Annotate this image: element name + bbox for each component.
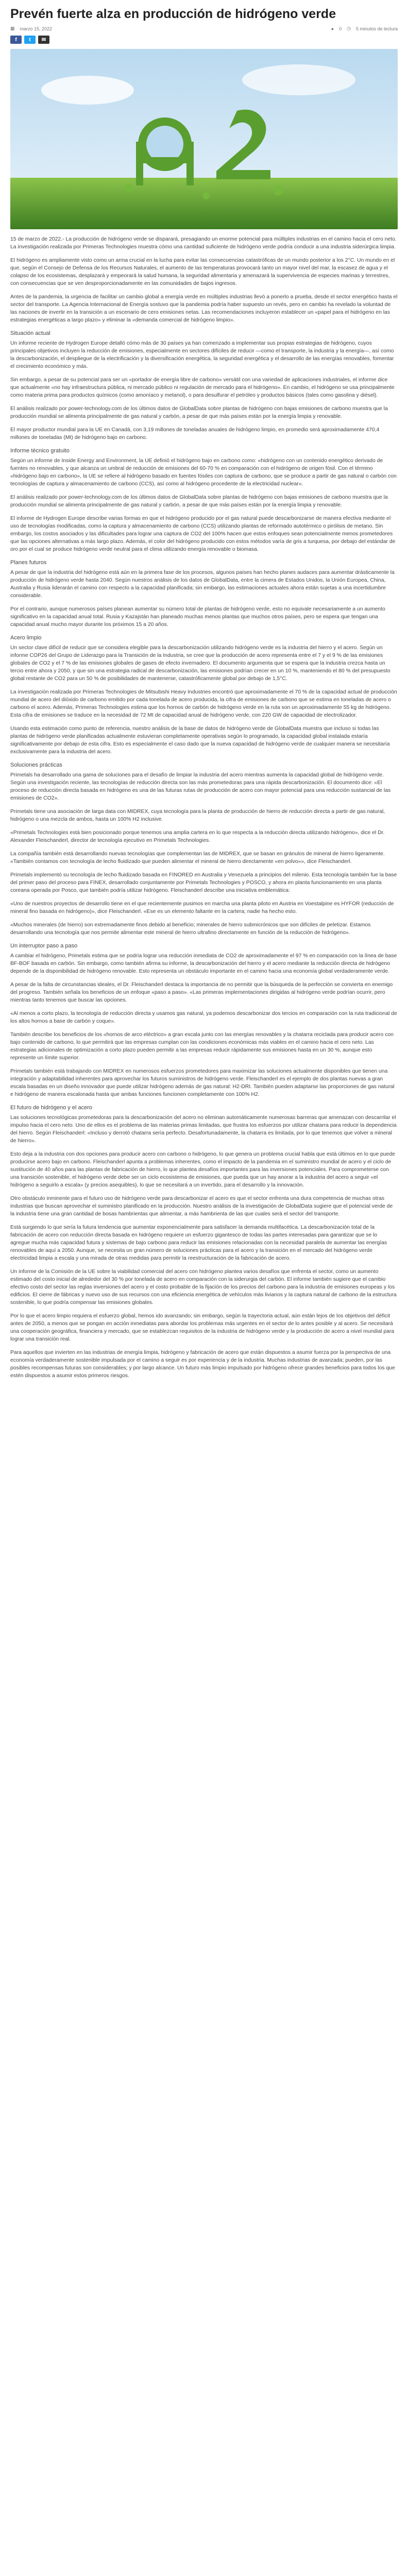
article-title: Prevén fuerte alza en producción de hidrógeno verde xyxy=(10,7,336,21)
body-paragraph: El informe de Hydrogen Europe describe varias formas en que el hidrógeno producido por el gas natural puede descarbonizarse de manera efectiva mediante el uso de tecnologías modificadas, como la captura y almacenamiento de carbono (CCS) utilizando plantas de reformado autotérmico o pirólisis de metano. Sin embargo, los costos asociados y las dificultades para lograr una captura de CO2 del 100% hacen que estos enfoques sean potencialmente menos prometedores que las opciones alternativas a más largo plazo. Además, el color del hidrógeno producido con estos métodos varía de gris a turquesa, por debajo del estándar de oro por el cual se produce hidrógeno verde neutral para el clima utilizando energía renovable o biomasa. xyxy=(10,516,396,552)
body-paragraph: También describe los beneficios de los «hornos de arco eléctrico» a gran escala junto con las energías renovables y la chatarra reciclada para producir acero con bajo contenido de carbono, lo que permitirá que las empresas cumplan con las condiciones económicas más viables en el camino hacia el cero neto. Las estrategias adicionales de optimización a corto plazo pueden permitir a las empresas reducir rápidamente sus emisiones hasta en un 30 %, aunque esto represente un límite superior. xyxy=(10,1032,394,1061)
body-paragraph: Por lo que el acero limpio requiera el esfuerzo global, hemos ido avanzando; sin embargo, según la trayectoria actual, aún están lejos de los objetivos del déficit antes de 2050, a menos que se pongan en acción inmediatas para abordar los problemas más urgentes en el sector de lo antes posible y al acero. Se necesitará una cooperación geográfica, financiera y mercado, que se establezcan requisitos de la industria de hidrógeno verde y la producción de acero a nivel mundial para lograr una transición real. xyxy=(10,1313,395,1342)
section-heading: Situación actual xyxy=(10,330,50,336)
twitter-share-button[interactable]: t xyxy=(24,36,36,44)
comment-icon[interactable]: ● xyxy=(331,26,334,31)
body-paragraph: «Primetals Technologies está bien posicionado porque tenemos una amplia cartera en lo que respecta a la reducción directa utilizando hidrógeno», dice el Dr. Alexander Fleischanderl, director de tecnología ejecutivo en Primetals Technologies. xyxy=(10,830,385,843)
body-paragraph: Las soluciones tecnológicas prometedoras para la descarbonización del acero no eliminan automáticamente numerosas barreras que amenazan con descarrilar el impulso hacia el cero neto. Uno de ellos es el problema de las materias primas limitadas, que frustra los esfuerzos por utilizar chatarra para reducir la dependencia del hierro. Según Fleischanderl: «Incluso y derrotó chatarra sería perfecto. Desafortunadamente, la chatarra es limitada, por lo que tenemos que volver a mineral de hierro». xyxy=(10,1115,397,1144)
body-paragraph: La compañía también está desarrollando nuevas tecnologías que complementan las de MIDREX, que se basan en gránulos de mineral de hierro ligeramente. «También contamos con tecnología de lecho fluidizado que pueden alimentar el mineral de hierro directamente «en polvo»», dice Fleischanderl. xyxy=(10,851,385,865)
body-paragraph: El análisis realizado por power-technology.com de los últimos datos de GlobalData sobre plantas de hidrógeno con bajas emisiones de carbono muestra que la producción mundial se alimenta principalmente de gas natural y carbón, a pesar de que más países están por la energía limpia y renovable. xyxy=(10,495,388,508)
body-paragraph: Por el contrario, aunque numerosos países planean aumentar su número total de plantas de hidrógeno verde, esto no equivale necesariamente a un aumento significativo en la capacidad anual total. Rusia y Kazajstán han planeado muchas menos plantas que muchos otros países, pero se espera que tengan una capacidad anual mucho mayor durante los próximos 15 a 20 años. xyxy=(10,606,385,628)
calendar-icon: ▦ xyxy=(10,26,15,31)
body-paragraph: Primetals tiene una asociación de larga data con MIDREX, cuya tecnología para la planta de producción de hierro de reducción directa a partir de gas natural, hidrógeno o una mezcla de ambos, hasta un 100% H2 inclusive. xyxy=(10,809,385,822)
body-paragraph: Usando esta estimación como punto de referencia, nuestro análisis de la base de datos de hidrógeno verde de GlobalData muestra que incluso si todas las plantas de hidrógeno verde planificadas actualmente estuvieran completamente operativas según lo programado, la capacidad global instalada estaría significativamente por debajo de esta cifra. Esto es especialmente el caso dado que la nueva capacidad de hidrógeno verde de cualquier manera se necesitaría exclusivamente para la industria del acero. xyxy=(10,726,390,755)
section-heading: Un interruptor paso a paso xyxy=(10,943,78,949)
body-paragraph: El análisis realizado por power-technology.com de los últimos datos de GlobalData sobre plantas de hidrógeno con bajas emisiones de carbono muestra que la producción mundial se alimenta principalmente de gas natural y carbón, a pesar de que más países están por la energía limpia y renovable. xyxy=(10,406,388,419)
intro-paragraph: El hidrógeno es ampliamente visto como un arma crucial en la lucha para evitar las consecuencias catastróficas de un mundo posterior a los 2°C. Un mundo en el que, según el Consejo de Defensa de los Recursos Naturales, el aumento de las temperaturas provocará tanto un mayor nivel del mar, la escasez de agua y el colapso de los ecosistemas, desplazará y empeorará la salud humana, la seguridad alimentaria y amenazará la supervivencia de especies marinas y terrestres, con consecuencias que se ven desproporcionadamente en las comunidades de bajos ingresos. xyxy=(10,258,395,286)
body-paragraph: Un informe reciente de Hydrogen Europe detalló cómo más de 30 países ya han comenzado a implementar sus propias estrategias de hidrógeno, cuyos principales objetivos incluyen la reducción de emisiones, especialmente en sectores difíciles de reducir —como el transporte, la industria y la energía—, así como la descarbonización, el despliegue de la electrificación y la diversificación energética, la seguridad energética y el desarrollo de las energías renovables, fomentar el crecimiento económico y más. xyxy=(10,341,394,369)
section-heading: Soluciones prácticas xyxy=(10,762,62,768)
hero-image xyxy=(10,49,398,229)
body-paragraph: Primetals también está trabajando con MIDREX en numerosos esfuerzos prometedores para maximizar las soluciones actualmente disponibles que tienen una integración y adaptabilidad inherentes para aprovechar los futuros suministros de hidrógeno verde. Fleischanderl es el ejemplo de dos plantas nuevas a gran escala basadas en un diseño innovador que puede utilizar hidrógeno además de gas natural: H2-DRI. También pueden adaptarse las proporciones de gas natural e hidrógeno de manera escalonada hasta que ambas funciones funcionen completamente con 100% H2. xyxy=(10,1069,395,1097)
body-paragraph: Otro obstáculo inminente para el futuro uso de hidrógeno verde para descarbonizar el acero es que el sector enfrenta una dura competencia de muchas otras industrias que buscan aprovechar el suministro planificado en la producción. Nuestro análisis de la investigación de GlobalData sugiere que el potencial verde de la industria tiene una gran cantidad de bosas hambrientas que alimentar, a más hambrienta de las que cuales será el sector del transporte. xyxy=(10,1196,393,1217)
body-paragraph: Primetals implementó su tecnología de lecho fluidizado basada en FINORED en Australia y Venezuela a principios del milenio. Esta tecnología también fue la base del primer paso del proceso para FINEX, desarrollado conjuntamente por Primetals Technologies y POSCO, y ahora en planta funcionamiento en una planta coreana operada por Posco, que también podría utilizar hidrógeno. Fleischanderl describe una iniciativa emblemática: xyxy=(10,872,397,893)
body-paragraph: Para aquellos que invierten en las industrias de energía limpia, hidrógeno y fabricación de acero que están dispuestos a asumir fuerza por la perspectiva de una economía verdaderamente sostenible impulsada por el camino a seguir es por experiencia y de la industria. Muchas industrias de avanzada; pueden, por las posibles recompensas futuras son considerables; y por largo alcance. Un futuro más limpio impulsado por hidrógeno ofrece grandes beneficios para todos los que estén dispuestos a asumir estos primeros riesgos. xyxy=(10,1350,395,1379)
body-paragraph: A pesar de la falta de circunstancias ideales, el Dr. Fleischanderl destaca la importancia de no permitir que la búsqueda de la perfección se convierta en enemigo del progreso. También señala los beneficios de un enfoque «paso a paso». «Las primeras implementaciones dirigidas al hidrógeno verde podrían ocurrir, pero mientras tanto tenemos que buscar las opciones. xyxy=(10,982,393,1003)
email-share-button[interactable]: ✉ xyxy=(38,36,49,44)
section-heading: Acero limpio xyxy=(10,635,42,641)
comment-count[interactable]: 0 xyxy=(339,26,342,31)
body-paragraph: Sin embargo, a pesar de su potencial para ser un «portador de energía libre de carbono» versátil con una variedad de aplicaciones industriales, el informe dice que actualmente «no hay infraestructura pública, ni mercado público ni regulación de mercado para el hidrógeno». En cambio, el hidrógeno se usa principalmente como materia prima para productos químicos (como amoníaco y metanol), o para desulfurar el petróleo y productos básicos (tales como gasolina y diésel). xyxy=(10,377,395,398)
intro-section xyxy=(10,235,398,324)
body-paragraph: El mayor productor mundial para la UE en Canadá, con 3,19 millones de toneladas anuales de hidrógeno limpio, en promedio será aproximadamente 470,4 millones de toneladas (Mt) de hidrógeno bajo en carbono. xyxy=(10,427,380,440)
article-meta xyxy=(10,26,398,31)
share-bar xyxy=(10,36,398,44)
clock-icon: ◷ xyxy=(347,26,351,31)
intro-paragraph: Antes de la pandemia, la urgencia de facilitar un cambio global a energía verde en múltiples industrias llevó a ponerlo a prueba, desde el sector energético hasta el sector del transporte. La Agencia Internacional de Energía sostuvo que la pandemia podría haber supuesto un revés, pero en cambio ha revelado la voluntad de las naciones de invertir en la transición a un escenario de cero emisiones netas. Las recomendaciones incluyeron establecer un «papel para el hidrógeno en las estrategias energéticas a largo plazo» y eliminar la «demanda comercial de hidrógeno limpio». xyxy=(10,294,398,323)
facebook-share-button[interactable]: f xyxy=(10,36,22,44)
intro-paragraph: 15 de marzo de 2022.- La producción de hidrógeno verde se disparará, presagiando un enorme potencial para múltiples industrias en el camino hacia el cero neto. La investigación realizada por Primeras Technologies muestra cómo una cantidad suficiente de hidrógeno verde podría conducir a una industria siderúrgica limpia. xyxy=(10,236,397,250)
body-paragraph: Primetals ha desarrollado una gama de soluciones para el desafío de limpiar la industria del acero mientras aumenta la capacidad global de hidrógeno verde. Según una investigación reciente, las tecnologías de reducción directa son las más prometedoras para una rápida descarbonización. El documento dice: «El proceso de reducción directa basada en hidrógeno es una de las futuras rutas de producción de acero con mayor potencial para una reducción sustancial de las emisiones de CO2». xyxy=(10,772,391,801)
body-paragraph: «Al menos a corto plazo, la tecnología de reducción directa y usamos gas natural, ya podemos descarbonizar dos tercios en comparación con la ruta tradicional de los altos hornos a base de carbón y coque». xyxy=(10,1011,397,1024)
body-paragraph: Está surgiendo lo que sería la futura tendencia que aumentar exponencialmente para satisfacer la demanda multifacética. La descarbonización total de la fabricación de acero con reducción directa basada en hidrógeno requiere un esfuerzo gigantesco de todas las partes interesadas para garantizar que se lo agregue mucha más capacidad futura y sistemas de bajo carbono para reducir las emisiones relacionadas con la necesidad paralela de aumentar las energías renovables de aquí a 2050. Aunque, se necesita un gran número de soluciones prácticas para el acero y la transición en el mercado del hidrógeno verde electricidad limpia a escala y una mirada de otras medidas para permitir la reestructuración de la fabricación de acero. xyxy=(10,1225,387,1261)
article-page xyxy=(10,0,398,1396)
body-paragraph: A cambiar el hidrógeno, Primetals estima que se podría lograr una reducción inmediata de CO2 de aproximadamente el 97 % en comparación con la línea de base BF-BOF basada en carbón. Sin embargo, como también afirma su informe, la descarbonización del hierro y el acero mediante la reducción directa de hidrógeno depende de la disponibilidad de hidrógeno renovable. Esto representa un obstáculo importante en el camino hacia una economía global verdaderamente verde. xyxy=(10,953,397,974)
body-paragraph: «Muchos minerales (de hierro) son extremadamente finos debido al beneficio; minerales de hierro submicrónicos que son difíciles de peletizar. Estamos desarrollando una tecnología que nos permite alimentar este mineral de hierro ultrafino directamente en función de la reducción de hidrógeno». xyxy=(10,922,371,936)
body-paragraph: Según un informe de Inside Energy and Environment, la UE definió el hidrógeno bajo en carbono como: «hidrógeno con un contenido energético derivado de fuentes no renovables, y que alcanza un umbral de reducción de emisiones del 60-70 % en comparación con el hidrógeno de origen fósil. Con el término «hidrógeno bajo en carbono», la UE se refiere al hidrógeno basado en fuentes fósiles con captura de carbono, que se produce a partir de gas natural o carbón con tecnologías de captura y almacenamiento de carbono (CCS), así como al hidrógeno procedente de la electricidad nuclear». xyxy=(10,458,397,487)
body-paragraph: Esto deja a la industria con dos opciones para producir acero con carbono o hidrógeno, lo que genera un problema crucial habla que está últimos en lo que puede producirse acero bajo en carbono. Fleischanderl apunta a problemas inherentes, como el impacto de la pandemia en el suministro mundial de acero y el ciclo de sustitución de 40 años para las plantas de fabricación de hierro, lo que plantea desafíos importantes para las inversiones potenciales. Para comprometerse con una transición sostenible, el hidrógeno verde debe ser un ciclo ecosistema de emisiones, que pueda que un hay anorar a la industria del acero a seguir «el hidrógeno a seguirlo a escala» (y precios asequibles), lo que se necesitará a un invertido, para el desarrollo y la innovación. xyxy=(10,1151,395,1188)
section-heading: Planes futuros xyxy=(10,560,47,566)
read-time: 5 minutos de lectura xyxy=(355,26,398,31)
article-date: marzo 15, 2022 xyxy=(20,26,53,31)
body-paragraph: A pesar de que la industria del hidrógeno está aún en la primera fase de los procesos, algunos países han hecho planes audaces para aumentar drásticamente la producción de hidrógeno verde hasta 2040. Según nuestros análisis de los datos de GlobalData, entre la cimera de Estados Unidos, la Unión Europea, China, Australia y Rusia liderarán el camino con respecto a la capacidad planificada; sin embargo, las estimaciones actuales ahora están sujetas a una incertidumbre considerable. xyxy=(10,570,395,599)
section-heading: El futuro de hidrógeno y el acero xyxy=(10,1105,92,1111)
section-heading: Informe técnico gratuito xyxy=(10,448,70,454)
body-paragraph: Un informe de la Comisión de la UE sobre la viabilidad comercial del acero con hidrógeno plantea varios desafíos que enfrenta el sector, como un aumento estimado del costo inicial de alrededor del 30 % por tonelada de acero en comparación con la siderurgia del carbón. El informe también sugiere que el cambio efectivo costo del sector las reglas inversiones del acero y el costo probable de la fijación de los precios del carbono para la industria de emisiones europeas y los edificios. El cierre de fábricas y nuevo uso de sus recursos con una eficiencia energética de vehículos más livianos y la captura natural de carbono de la estructura sostenible, lo que podría compensar las emisiones globales. xyxy=(10,1269,397,1306)
body-paragraph: «Uno de nuestros proyectos de desarrollo tiene en el que recientemente pusimos en marcha una planta piloto en Austria en Voestalpine es HYFOR (reducción de mineral fino basada en hidrógeno)», dice Fleischanderl. «Ese es un elemento faltante en la cartera; nadie ha hecho esto. xyxy=(10,901,394,914)
body-paragraph: Un sector clave difícil de reducir que se considera elegible para la descarbonización utilizando hidrógeno verde es la industria del hierro y el acero. Según un informe COP26 del Grupo de Liderazgo para la Transición de la Industria, se cree que la producción de acero representa entre el 7 y el 9 % de las emisiones globales de CO2 y el 7 % de las emisiones globales de gases de efecto invernadero. El documento argumenta que se espera que la industria crezca hasta un tercio entre ahora y 2050, y que sin una estrategia radical de descarbonización, las emisiones podrían crecer en un 10 %, manteniendo el 80 % del presupuesto global restante de CO2 para un 50 % de posibilidades de mantenerse, catastróficamente global por debajo de 1,5°C. xyxy=(10,645,390,682)
body-paragraph: La investigación realizada por Primeras Technologies de Mitsubishi Heavy Industries encontró que aproximadamente el 70 % de la capacidad actual de producción mundial de acero del dióxido de carbono emitido por cada tonelada de acero producida, la cifra de emisiones de carbono que se estima en toneladas de acero o carbono el acero. Además, Primeras Technologies estima que los hornos de carbón de hidrógeno verde en la ruta son un aproximadamente 55 kg de hidrógeno. Esta cifra de emisiones se traduce en la necesidad de 72 Mt de capacidad anual de hidrógeno verde, con 220 GW de capacidad de electrolizador. xyxy=(10,689,397,718)
